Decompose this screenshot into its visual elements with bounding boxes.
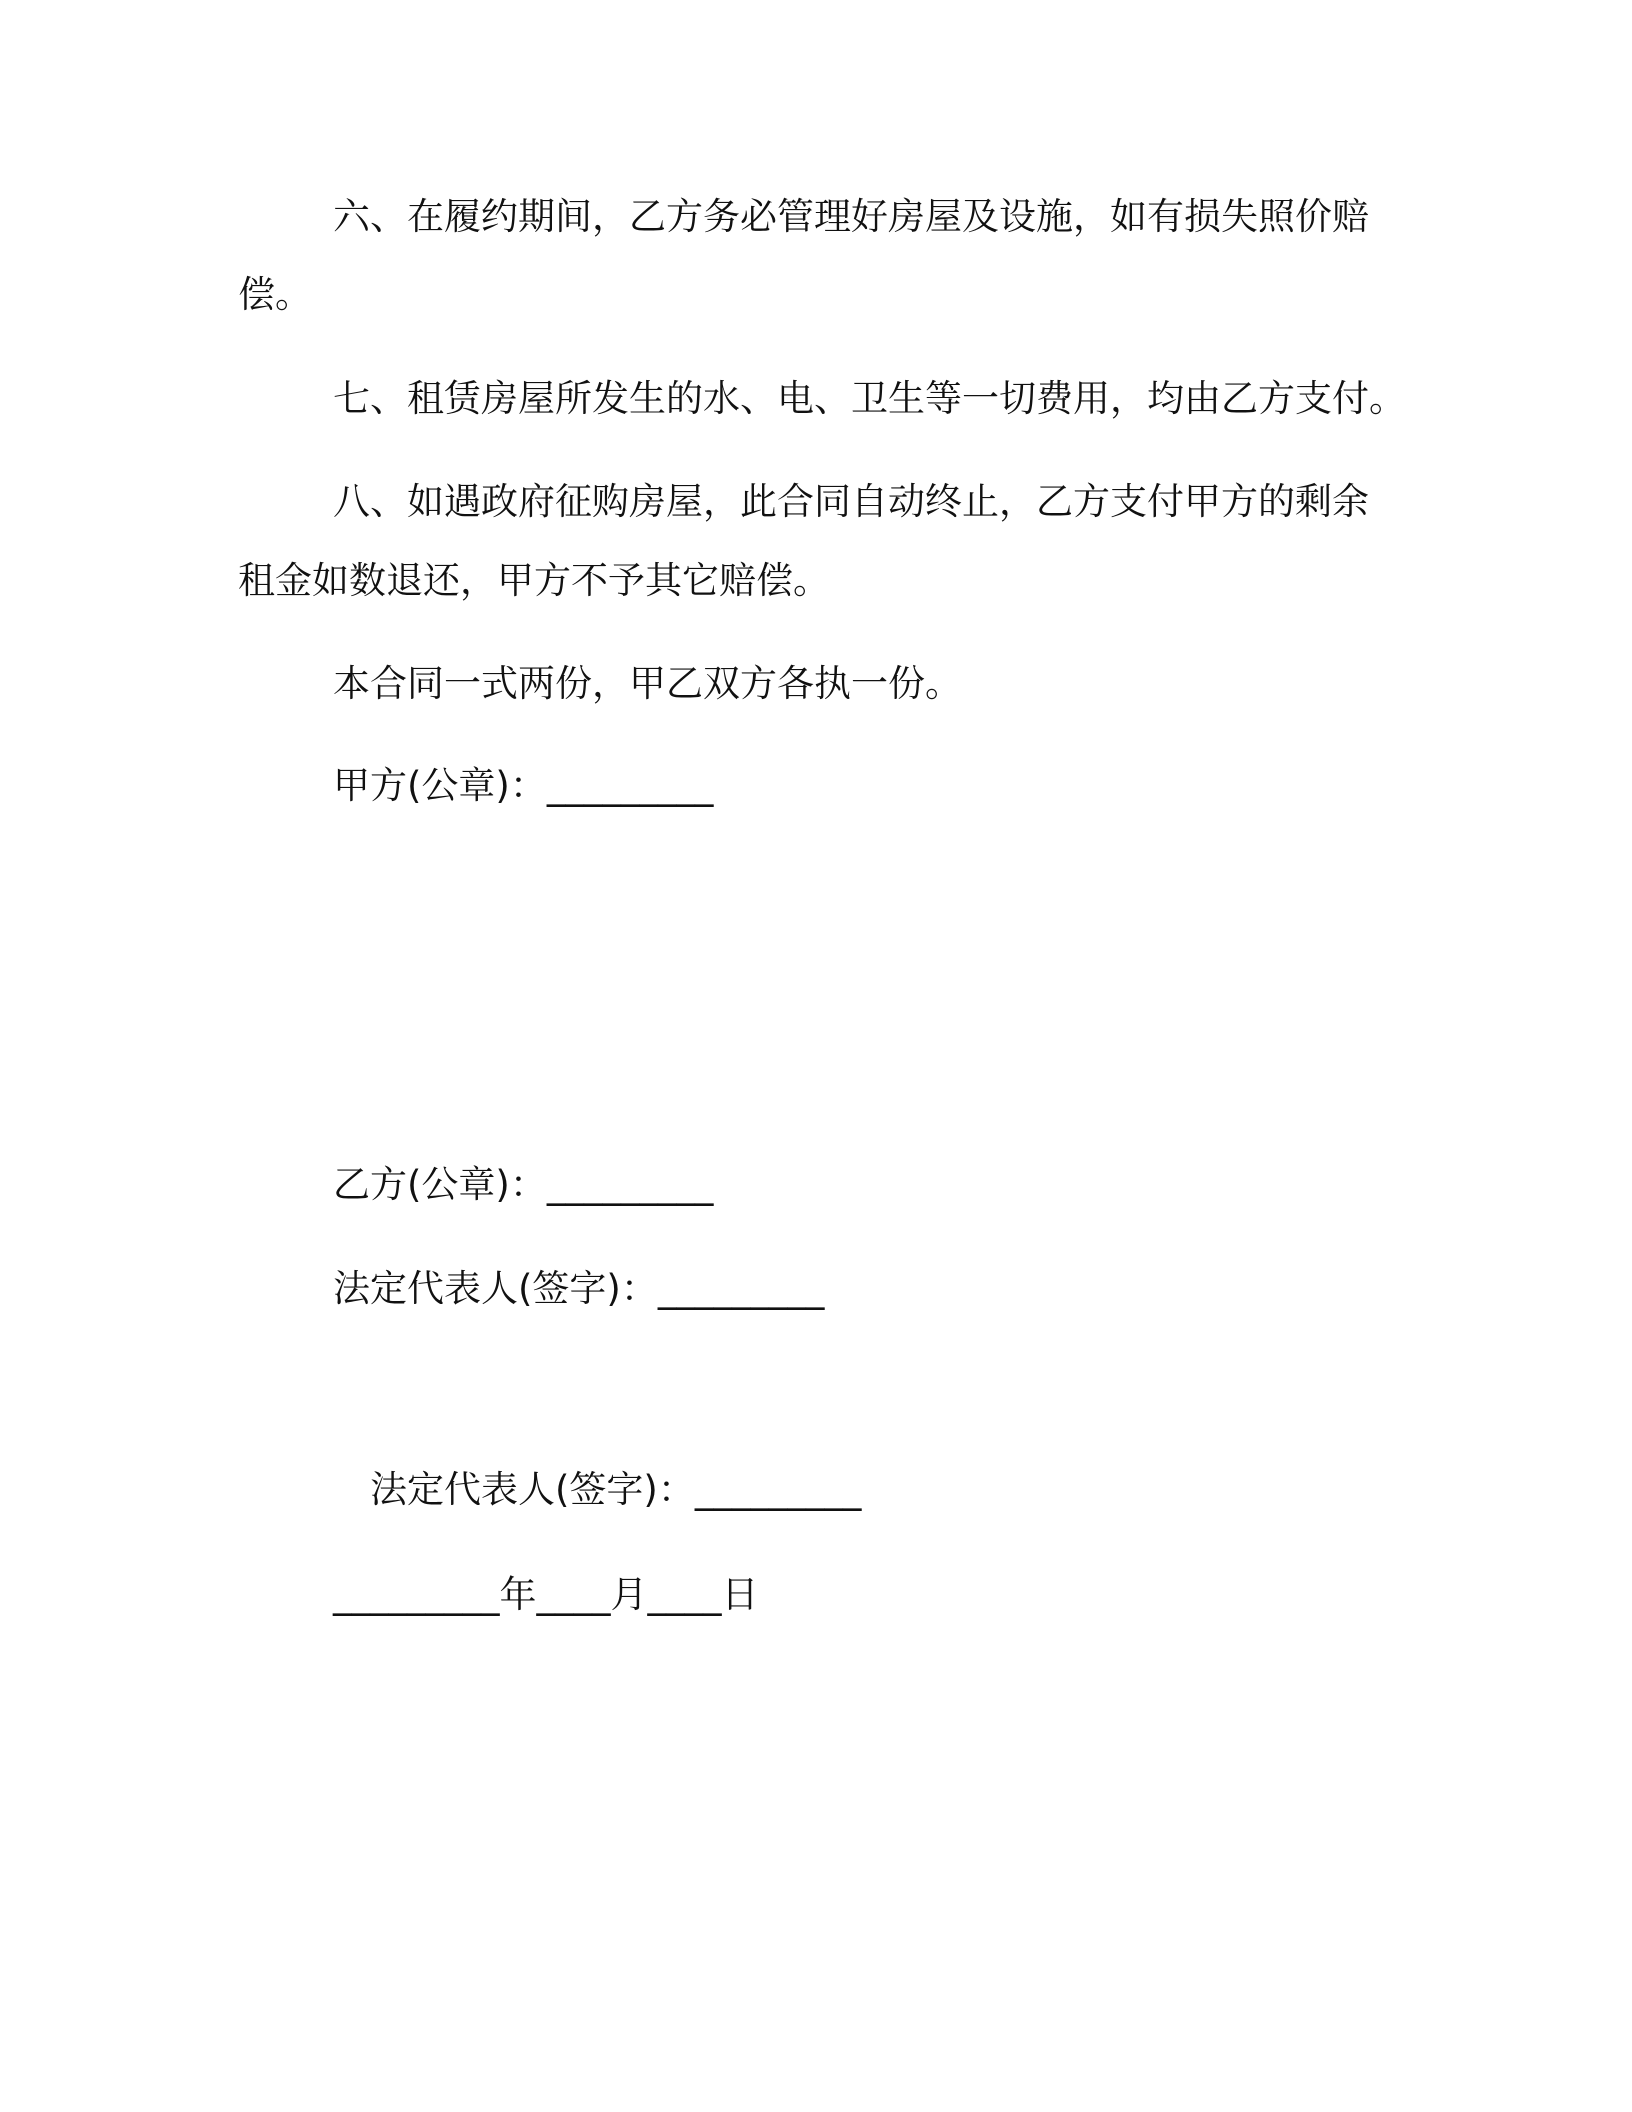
- clause-six-line-2: 偿。: [238, 273, 312, 316]
- date-field: _________年____月____日: [333, 1573, 759, 1616]
- clause-six-line-1: 六、在履约期间，乙方务必管理好房屋及设施，如有损失照价赔: [333, 195, 1369, 238]
- clause-eight-line-1: 八、如遇政府征购房屋，此合同自动终止，乙方支付甲方的剩余: [333, 480, 1369, 523]
- clause-eight-line-2: 租金如数退还，甲方不予其它赔偿。: [238, 559, 830, 602]
- party-a-seal-field: 甲方(公章)：_________: [333, 764, 714, 807]
- legal-representative-signature-field: 法定代表人(签字)：_________: [333, 1267, 825, 1310]
- clause-seven: 七、租赁房屋所发生的水、电、卫生等一切费用，均由乙方支付。: [333, 377, 1406, 420]
- legal-representative-signature-field-2: 法定代表人(签字)：_________: [370, 1468, 862, 1511]
- copies-statement: 本合同一式两份，甲乙双方各执一份。: [333, 662, 962, 705]
- party-b-seal-field: 乙方(公章)：_________: [333, 1163, 714, 1206]
